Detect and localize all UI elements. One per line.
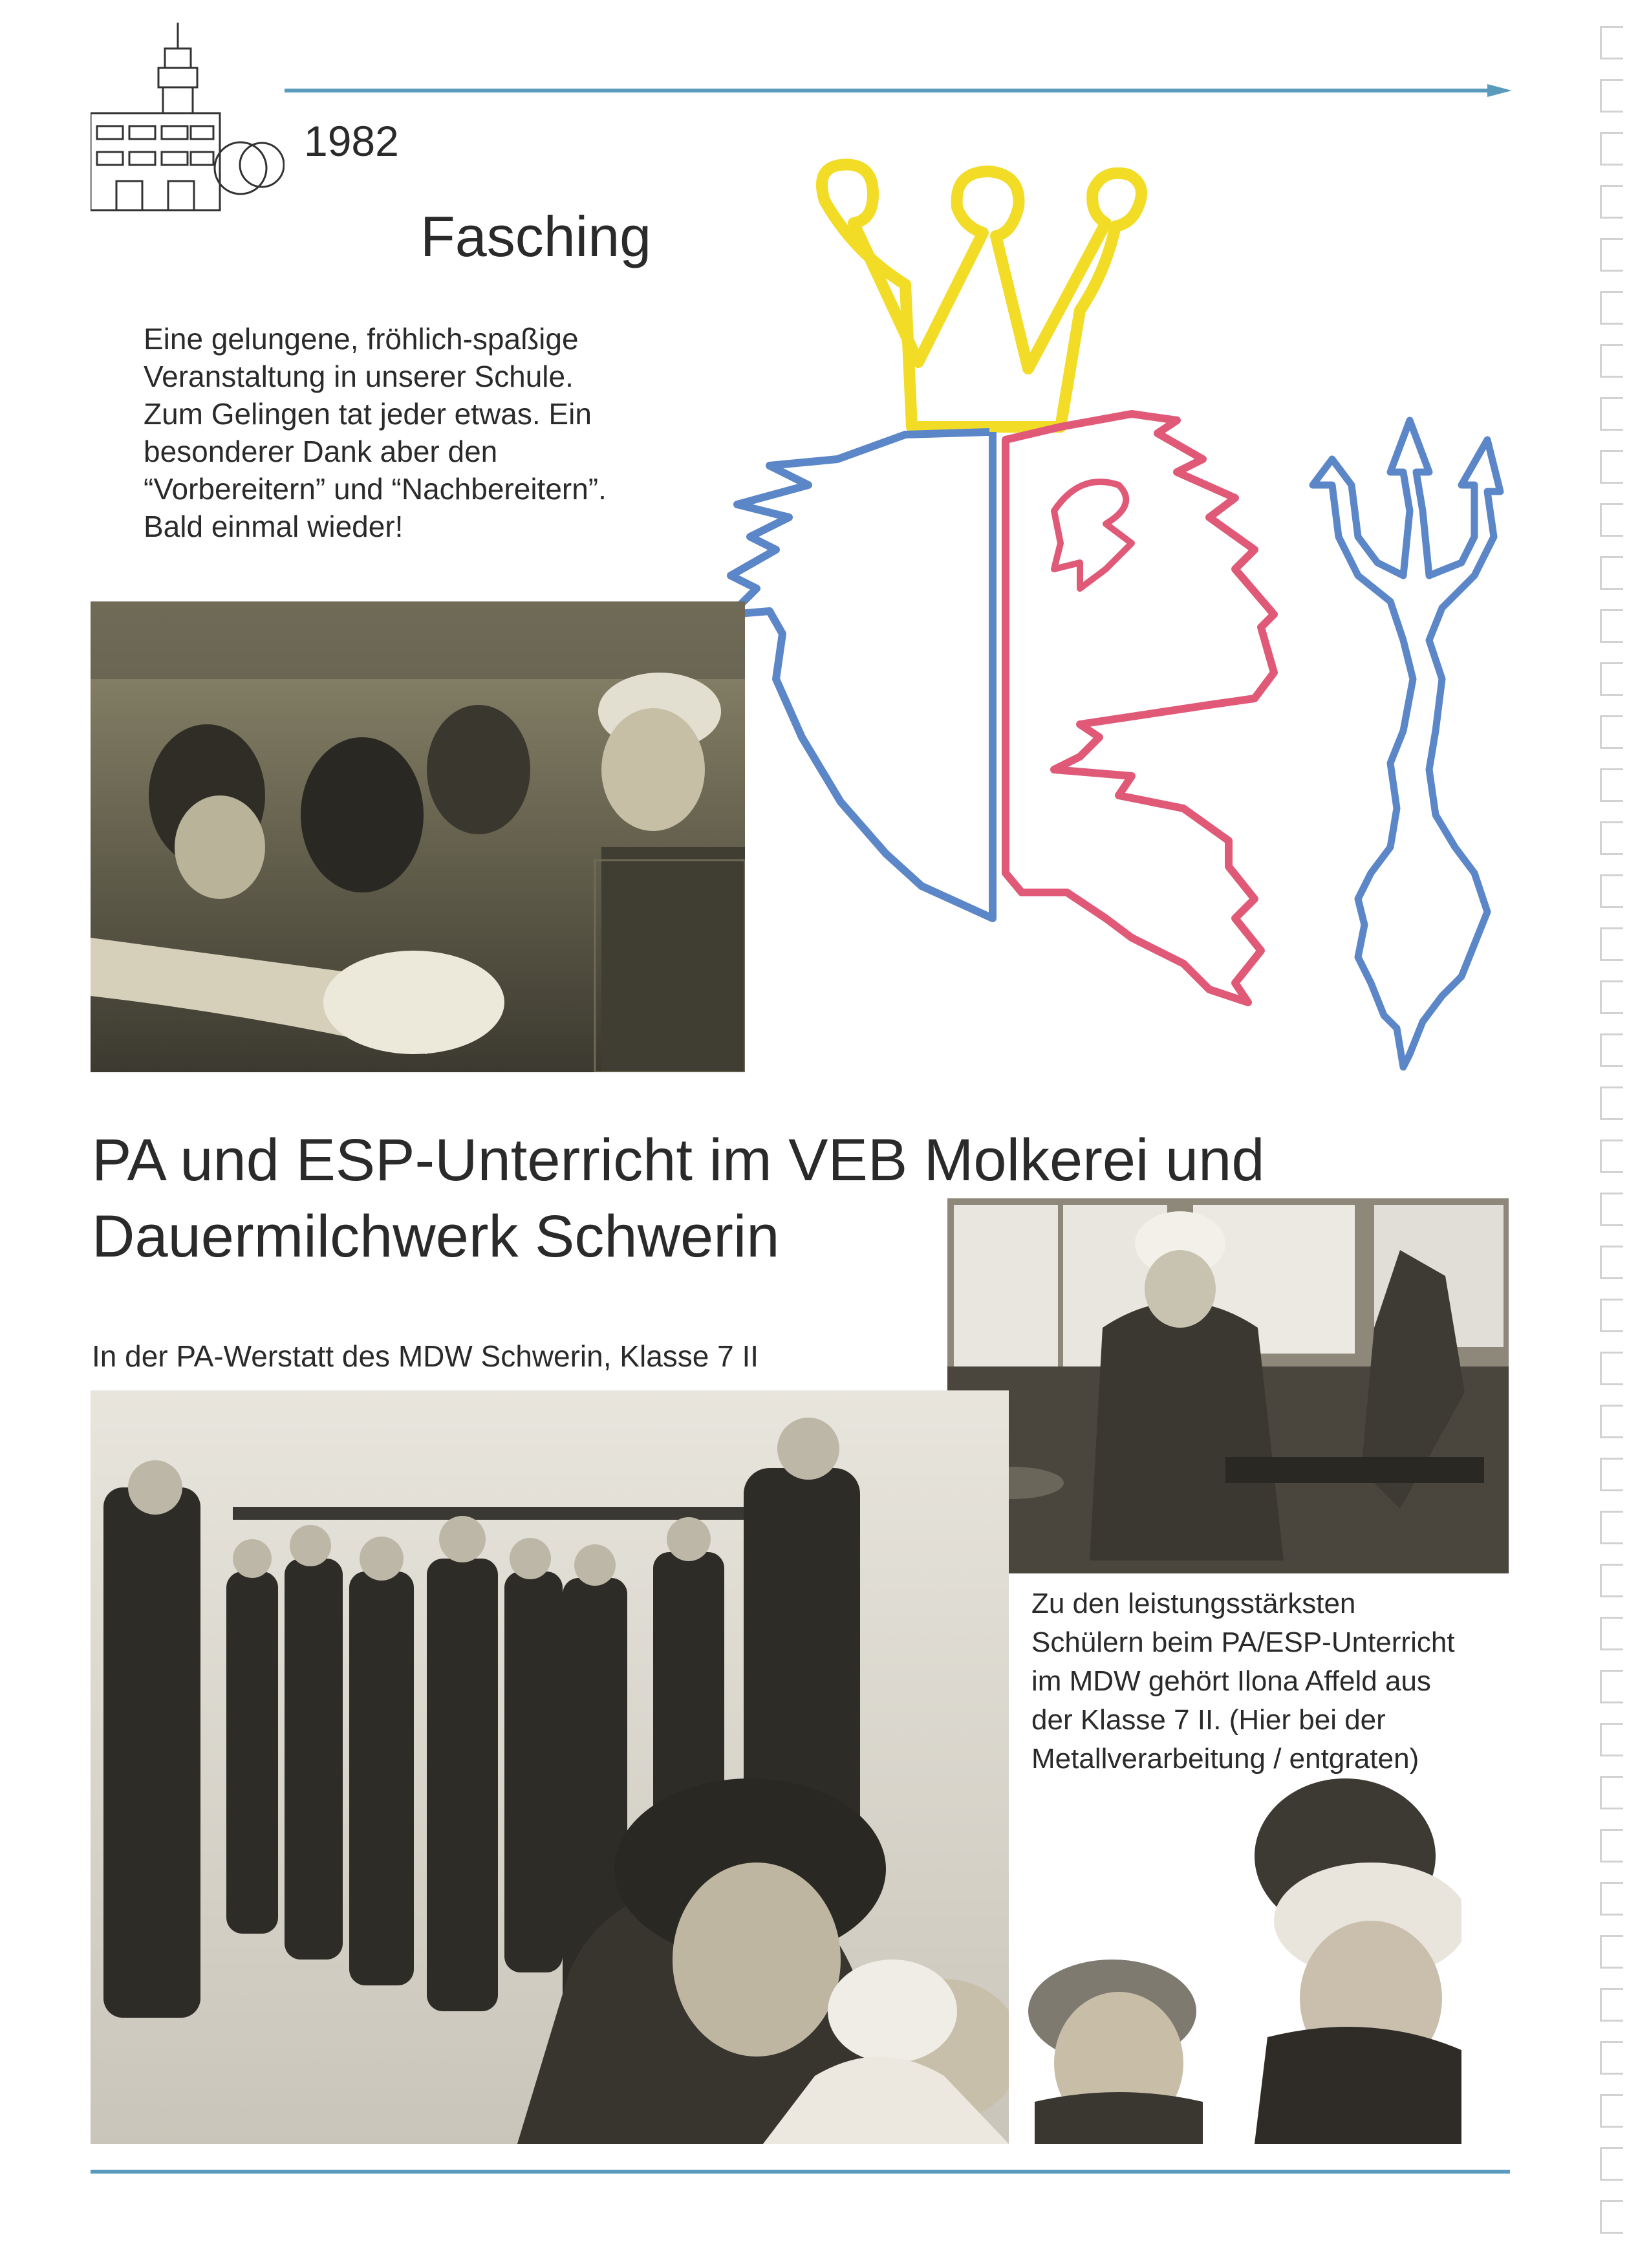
binder-hole bbox=[1600, 556, 1623, 590]
binder-hole bbox=[1600, 132, 1623, 166]
binder-hole bbox=[1600, 344, 1623, 378]
binder-hole bbox=[1600, 1723, 1623, 1756]
binder-hole bbox=[1600, 1882, 1623, 1916]
binder-hole bbox=[1600, 715, 1623, 749]
binder-hole bbox=[1600, 1405, 1623, 1438]
binder-hole bbox=[1600, 874, 1623, 908]
intro-line: Eine gelungene, fröhlich-spaßige bbox=[144, 322, 579, 356]
binder-hole bbox=[1600, 1670, 1623, 1703]
binder-hole bbox=[1600, 1511, 1623, 1544]
caption-line: der Klasse 7 II. (Hier bei der bbox=[1031, 1704, 1386, 1736]
mask-eye-icon bbox=[1054, 482, 1132, 589]
workbench-photo bbox=[947, 1198, 1509, 1573]
page-title: Fasching bbox=[420, 204, 652, 268]
binder-hole bbox=[1600, 1299, 1623, 1332]
intro-line: Zum Gelingen tat jeder etwas. Ein bbox=[144, 397, 592, 431]
binder-hole bbox=[1600, 79, 1623, 113]
binder-hole bbox=[1600, 1988, 1623, 2022]
mask-right-icon bbox=[1006, 414, 1274, 1002]
binder-hole bbox=[1600, 768, 1623, 802]
top-arrow-rule bbox=[285, 83, 1513, 102]
binder-hole bbox=[1600, 503, 1623, 537]
binder-hole bbox=[1600, 1193, 1623, 1226]
binder-hole bbox=[1600, 1776, 1623, 1809]
binder-hole bbox=[1600, 1086, 1623, 1120]
intro-line: “Vorbereitern” und “Nachbereitern”. bbox=[144, 472, 607, 506]
binder-hole bbox=[1600, 1935, 1623, 1969]
caption-line: Metallverarbeitung / entgraten) bbox=[1031, 1743, 1419, 1775]
binder-hole bbox=[1600, 609, 1623, 643]
binder-hole bbox=[1600, 397, 1623, 431]
carnival-photo bbox=[91, 601, 745, 1072]
binder-hole bbox=[1600, 662, 1623, 696]
binder-hole bbox=[1600, 1564, 1623, 1597]
binder-hole bbox=[1600, 238, 1623, 272]
binder-hole bbox=[1600, 1246, 1623, 1279]
caption-line: Zu den leistungsstärksten bbox=[1031, 1588, 1356, 1619]
binder-hole bbox=[1600, 26, 1623, 59]
intro-line: Bald einmal wieder! bbox=[144, 510, 404, 543]
binder-hole bbox=[1600, 980, 1623, 1014]
binder-hole bbox=[1600, 1033, 1623, 1067]
students-closeup-photo bbox=[1009, 1778, 1461, 2144]
binder-hole bbox=[1600, 291, 1623, 325]
binder-hole bbox=[1600, 2094, 1623, 2128]
binder-hole bbox=[1600, 821, 1623, 855]
binder-hole bbox=[1600, 1458, 1623, 1491]
binder-hole bbox=[1600, 2200, 1623, 2234]
caption-line: im MDW gehört Ilona Affeld aus bbox=[1031, 1665, 1431, 1697]
intro-text bbox=[144, 320, 726, 545]
class-group-photo bbox=[91, 1390, 1009, 2144]
heading-line: PA und ESP-Unterricht im VEB Molkerei und bbox=[92, 1127, 1265, 1193]
binder-hole bbox=[1600, 185, 1623, 219]
binder-hole bbox=[1600, 2147, 1623, 2181]
student-caption bbox=[1031, 1584, 1455, 1778]
trident-icon bbox=[1313, 420, 1500, 1067]
heading-line: Dauermilchwerk Schwerin bbox=[92, 1204, 780, 1269]
binder-hole bbox=[1600, 1829, 1623, 1863]
binder-hole bbox=[1600, 1617, 1623, 1650]
binder-hole bbox=[1600, 450, 1623, 484]
binder-hole bbox=[1600, 927, 1623, 961]
binder-hole bbox=[1600, 2041, 1623, 2075]
crown-icon bbox=[822, 165, 1141, 427]
mask-left-icon bbox=[731, 432, 993, 918]
intro-line: Veranstaltung in unserer Schule. bbox=[144, 360, 574, 393]
binder-hole bbox=[1600, 1139, 1623, 1173]
carnival-illustration bbox=[718, 123, 1526, 1083]
binder-hole bbox=[1600, 1352, 1623, 1385]
workshop-caption: In der PA-Werstatt des MDW Schwerin, Klasse 7 II bbox=[92, 1339, 759, 1373]
bottom-rule bbox=[91, 2170, 1510, 2174]
caption-line: Schülern beim PA/ESP-Unterricht bbox=[1031, 1626, 1455, 1658]
school-building-icon bbox=[91, 23, 285, 220]
intro-line: besonderer Dank aber den bbox=[144, 435, 498, 468]
year-label: 1982 bbox=[304, 117, 399, 165]
